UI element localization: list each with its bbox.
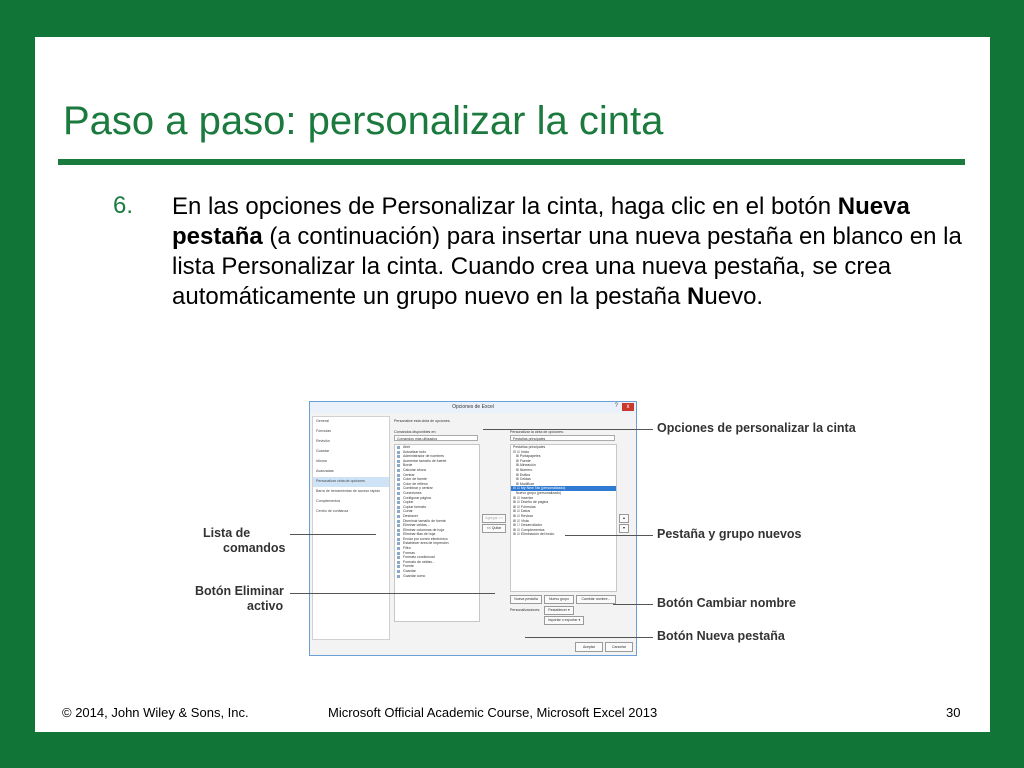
slide-title: Paso a paso: personalizar la cinta: [63, 99, 664, 143]
callout-remove-button-line1: Botón Eliminar: [195, 584, 284, 598]
step-number: 6.: [113, 192, 134, 219]
nav-item[interactable]: Centro de confianza: [316, 509, 349, 513]
ribbon-tree-item[interactable]: ⊞ ☑ Vista: [513, 518, 529, 523]
nav-item[interactable]: Guardar: [316, 449, 330, 453]
excel-options-dialog: [309, 401, 637, 656]
step-text-part-1: En las opciones de Personalizar la cinta, haga clic en el botón: [172, 193, 838, 220]
callout-new-tab-button: Botón Nueva pestaña: [657, 629, 785, 643]
ribbon-tree-item[interactable]: ⊞ Fuente: [513, 458, 531, 463]
command-list-item[interactable]: Disminuir tamaño de fuente: [395, 519, 479, 524]
ribbon-customize-header: Personalice esta cinta de opciones.: [394, 419, 451, 423]
new-group-button[interactable]: Nuevo grupo: [544, 595, 574, 604]
command-list-item[interactable]: Configurar página: [395, 496, 479, 501]
command-list-item[interactable]: Conexiones: [395, 491, 479, 496]
ribbon-tree-item[interactable]: ⊞ Estilos: [513, 472, 531, 477]
step-bold-new-tab: Nueva pestaña: [172, 193, 910, 250]
nav-item[interactable]: Barra de herramientas de acceso rápido: [316, 489, 381, 493]
ribbon-tree-item[interactable]: ⊞ Modificar: [513, 481, 535, 486]
footer-copyright: © 2014, John Wiley & Sons, Inc.: [62, 705, 249, 720]
command-list-item[interactable]: Calcular ahora: [395, 468, 479, 473]
new-tab-button[interactable]: Nueva pestaña: [510, 595, 542, 604]
move-down-button[interactable]: ▼: [619, 524, 629, 533]
nav-item[interactable]: Revisión: [316, 439, 330, 443]
ribbon-tree-item[interactable]: ⊞ ☑ Complementos: [513, 527, 545, 532]
ribbon-tree-item[interactable]: ⊞ Número: [513, 467, 533, 472]
import-export-button[interactable]: Importar o exportar ▾: [544, 616, 584, 625]
ribbon-tree-item[interactable]: ⊞ ☑ Fórmulas: [513, 504, 536, 509]
nav-item[interactable]: Complementos: [316, 499, 341, 503]
ribbon-tree-item[interactable]: Nuevo grupo (personalizado): [513, 490, 562, 495]
ok-button[interactable]: Aceptar: [575, 642, 603, 652]
ribbon-tree-item[interactable]: ⊞ Celdas: [513, 477, 531, 482]
command-list-item[interactable]: Administrador de nombres: [395, 454, 479, 459]
command-list-item[interactable]: Formato condicional: [395, 555, 479, 560]
title-underline: [58, 159, 965, 165]
nav-item[interactable]: Idioma: [316, 459, 327, 463]
command-list-item[interactable]: Filtro: [395, 546, 479, 551]
ribbon-tree-item[interactable]: ⊟ ☑ Inicio: [513, 449, 530, 454]
customize-ribbon-combo[interactable]: Pestañas principales: [510, 435, 615, 441]
command-list-item[interactable]: Centrar: [395, 473, 479, 478]
footer-course: Microsoft Official Academic Course, Microsoft Excel 2013: [328, 705, 658, 720]
command-list-item[interactable]: Eliminar celdas...: [395, 523, 479, 528]
commands-available-combo[interactable]: Comandos más utilizados: [394, 435, 478, 441]
command-list-item[interactable]: Fuente: [395, 564, 479, 569]
step-text-part-3: uevo.: [704, 283, 764, 310]
command-list-item[interactable]: Eliminar columnas de hoja: [395, 528, 479, 533]
command-list-item[interactable]: Combinar y centrar: [395, 486, 479, 491]
close-icon[interactable]: x: [622, 403, 634, 411]
callout-command-list-line1: Lista de: [203, 526, 251, 540]
dialog-nav: [312, 416, 390, 640]
customize-ribbon-label: Personalizar la cinta de opciones:: [510, 430, 564, 434]
ribbon-tree-item[interactable]: ⊞ Portapapeles: [513, 454, 541, 459]
callout-remove-button-line2: activo: [247, 599, 284, 613]
ribbon-tree-item[interactable]: ⊞ ☑ Revisar: [513, 513, 533, 518]
nav-item[interactable]: Personalizar cinta de opciones: [313, 477, 389, 487]
commands-available-label: Comandos disponibles en:: [394, 430, 437, 434]
command-list-item[interactable]: Establecer área de impresión: [395, 541, 479, 546]
step-text: [172, 192, 982, 312]
ribbon-tree-item[interactable]: ⊞ ☑ Eliminación del fondo: [513, 532, 555, 537]
ribbon-tree-item[interactable]: ⊞ ☑ Datos: [513, 509, 531, 514]
ribbon-tree-item[interactable]: ⊞ ☑ Diseño de página: [513, 500, 549, 505]
callout-line-command-list: [290, 534, 376, 535]
command-list-item[interactable]: Actualizar todo: [395, 450, 479, 455]
reset-button[interactable]: Restablecer ▾: [544, 606, 574, 615]
command-list-item[interactable]: Abrir: [395, 445, 479, 450]
command-list-item[interactable]: Borde: [395, 463, 479, 468]
add-button[interactable]: Agregar >>: [482, 514, 506, 523]
customizations-label: Personalizaciones:: [510, 608, 541, 612]
remove-button[interactable]: << Quitar: [482, 524, 506, 533]
ribbon-tree-item[interactable]: ⊞ ☑ Insertar: [513, 495, 533, 500]
callout-line-new-tab-group: [565, 535, 653, 536]
nav-item[interactable]: General: [316, 419, 329, 423]
command-list-item[interactable]: Formas: [395, 551, 479, 556]
command-list-item[interactable]: Formato de celdas...: [395, 560, 479, 565]
footer-page-number: 30: [946, 705, 961, 720]
step-text-part-2: (a continuación) para insertar una nueva pestaña en blanco en la lista Personalizar la cinta. Cuando crea una nueva pestaña, se crea automáticamente un grupo nuevo en la pestaña: [172, 223, 962, 310]
callout-line-new-tab-button: [525, 637, 653, 638]
command-list-item[interactable]: Deshacer: [395, 514, 479, 519]
nav-item[interactable]: Avanzadas: [316, 469, 334, 473]
ribbon-tree[interactable]: [510, 444, 617, 592]
nav-item[interactable]: Fórmulas: [316, 429, 331, 433]
callout-line-ribbon-options: [483, 429, 653, 430]
command-list-item[interactable]: Enviar por correo electrónico: [395, 537, 479, 542]
command-list-item[interactable]: Copiar formato: [395, 505, 479, 510]
callout-rename-button: Botón Cambiar nombre: [657, 596, 796, 610]
command-list-item[interactable]: Cortar: [395, 509, 479, 514]
dialog-title: Opciones de Excel: [310, 402, 636, 413]
ribbon-tree-item[interactable]: ⊞ Alineación: [513, 463, 536, 468]
callout-ribbon-options: Opciones de personalizar la cinta: [657, 421, 856, 435]
slide: [35, 37, 990, 732]
command-list[interactable]: [394, 444, 480, 622]
command-list-item[interactable]: Eliminar filas de hoja: [395, 532, 479, 537]
cancel-button[interactable]: Cancelar: [605, 642, 633, 652]
callout-line-remove-button: [290, 593, 495, 594]
help-icon[interactable]: ?: [614, 403, 618, 409]
ribbon-tree-item[interactable]: ⊞ ☐ Desarrollador: [513, 523, 543, 528]
command-list-item[interactable]: Color de fuente: [395, 477, 479, 482]
command-list-item[interactable]: Aumentar tamaño de fuente: [395, 459, 479, 464]
rename-button[interactable]: Cambiar nombre...: [576, 595, 616, 604]
command-list-item[interactable]: Guardar: [395, 569, 479, 574]
step-bold-n: N: [687, 283, 705, 310]
ribbon-tree-item[interactable]: ⊟ ☑ My New Tab (personalizado): [511, 486, 616, 491]
callout-line-rename-button: [613, 604, 653, 605]
command-list-item[interactable]: Guardar como: [395, 574, 479, 579]
move-up-button[interactable]: ▲: [619, 514, 629, 523]
callout-new-tab-group: Pestaña y grupo nuevos: [657, 527, 802, 541]
command-list-item[interactable]: Copiar: [395, 500, 479, 505]
tree-title: Pestañas principales: [513, 445, 546, 449]
callout-command-list-line2: comandos: [223, 541, 286, 555]
command-list-item[interactable]: Color de relleno: [395, 482, 479, 487]
